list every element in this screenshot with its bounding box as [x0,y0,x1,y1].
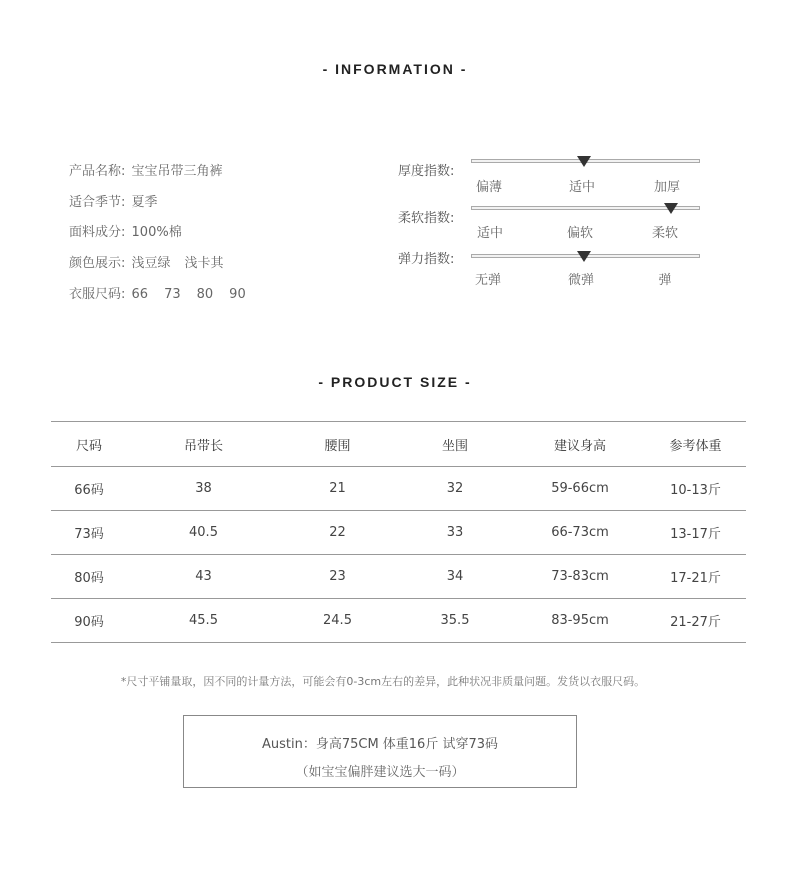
table-row [51,555,746,599]
table-row [51,511,746,555]
table-cell: 80码 [51,555,127,599]
info-fabric-value: 100%棉 [131,225,182,240]
thickness-marker-icon [577,156,591,167]
header-height: 建议身高 [515,422,645,467]
thickness-option: 加厚 [653,180,680,195]
softness-option: 适中 [476,226,503,241]
table-cell: 22 [280,511,395,555]
softness-option: 偏软 [566,226,593,241]
size-option: 73 [164,287,181,302]
elasticity-marker-icon [577,251,591,262]
softness-option: 柔软 [651,226,678,241]
table-cell: 66码 [51,467,127,511]
table-cell: 40.5 [127,511,280,555]
info-fabric-row [69,221,182,240]
table-cell: 90码 [51,599,127,643]
size-option: 66 [131,287,149,302]
information-heading: - INFORMATION - [322,61,468,77]
model-fit-advice: （如宝宝偏胖建议选大一码） [295,765,465,780]
color-option: 浅卡其 [184,256,224,271]
table-cell: 21 [280,467,395,511]
header-hip: 坐围 [395,422,515,467]
table-cell: 33 [395,511,515,555]
size-option: 90 [229,287,246,302]
thickness-option: 适中 [568,180,595,195]
elasticity-option: 无弹 [474,273,501,288]
table-cell: 10-13斤 [645,467,746,511]
table-cell: 59-66cm [515,467,645,511]
table-cell: 21-27斤 [645,599,746,643]
elasticity-label: 弹力指数: [398,252,455,267]
header-waist: 腰围 [280,422,395,467]
info-color-row [69,252,238,271]
info-season-value: 夏季 [131,195,158,210]
header-strap-length: 吊带长 [127,422,280,467]
header-size: 尺码 [51,422,127,467]
table-cell: 34 [395,555,515,599]
elasticity-option: 微弹 [567,273,594,288]
table-cell: 17-21斤 [645,555,746,599]
table-cell: 66-73cm [515,511,645,555]
info-season-row [69,191,158,210]
size-table [51,421,746,643]
table-cell: 13-17斤 [645,511,746,555]
thickness-label: 厚度指数: [398,164,455,179]
color-option: 浅豆绿 [131,256,171,271]
measurement-note: *尺寸平铺量取，因不同的计量方法，可能会有0-3cm左右的差异，此种状况非质量问题。发货以衣服尺码。 [120,675,646,688]
table-row [51,467,746,511]
info-name-label: 产品名称: [69,164,126,179]
elasticity-option: 弹 [658,273,672,288]
info-fabric-label: 面料成分: [69,225,126,240]
table-cell: 32 [395,467,515,511]
header-weight: 参考体重 [645,422,746,467]
model-fit-info: Austin：身高75CM 体重16斤 试穿73码 [261,737,499,752]
info-name-value: 宝宝吊带三角裤 [131,164,223,179]
table-cell: 23 [280,555,395,599]
table-cell: 73-83cm [515,555,645,599]
model-fit-box [183,715,577,788]
softness-marker-icon [664,203,678,214]
table-cell: 83-95cm [515,599,645,643]
table-cell: 38 [127,467,280,511]
table-cell: 73码 [51,511,127,555]
softness-label: 柔软指数: [398,211,455,226]
info-size-row [69,283,262,302]
size-option: 80 [196,287,214,302]
info-name-row [69,160,223,179]
table-cell: 43 [127,555,280,599]
info-season-label: 适合季节: [69,195,126,210]
thickness-option: 偏薄 [475,180,502,195]
table-cell: 35.5 [395,599,515,643]
info-color-label: 颜色展示: [69,256,126,271]
info-size-label: 衣服尺码: [69,287,126,302]
product-size-heading: - PRODUCT SIZE - [318,374,472,390]
table-header-row [51,422,746,467]
table-row [51,599,746,643]
table-cell: 45.5 [127,599,280,643]
table-cell: 24.5 [280,599,395,643]
